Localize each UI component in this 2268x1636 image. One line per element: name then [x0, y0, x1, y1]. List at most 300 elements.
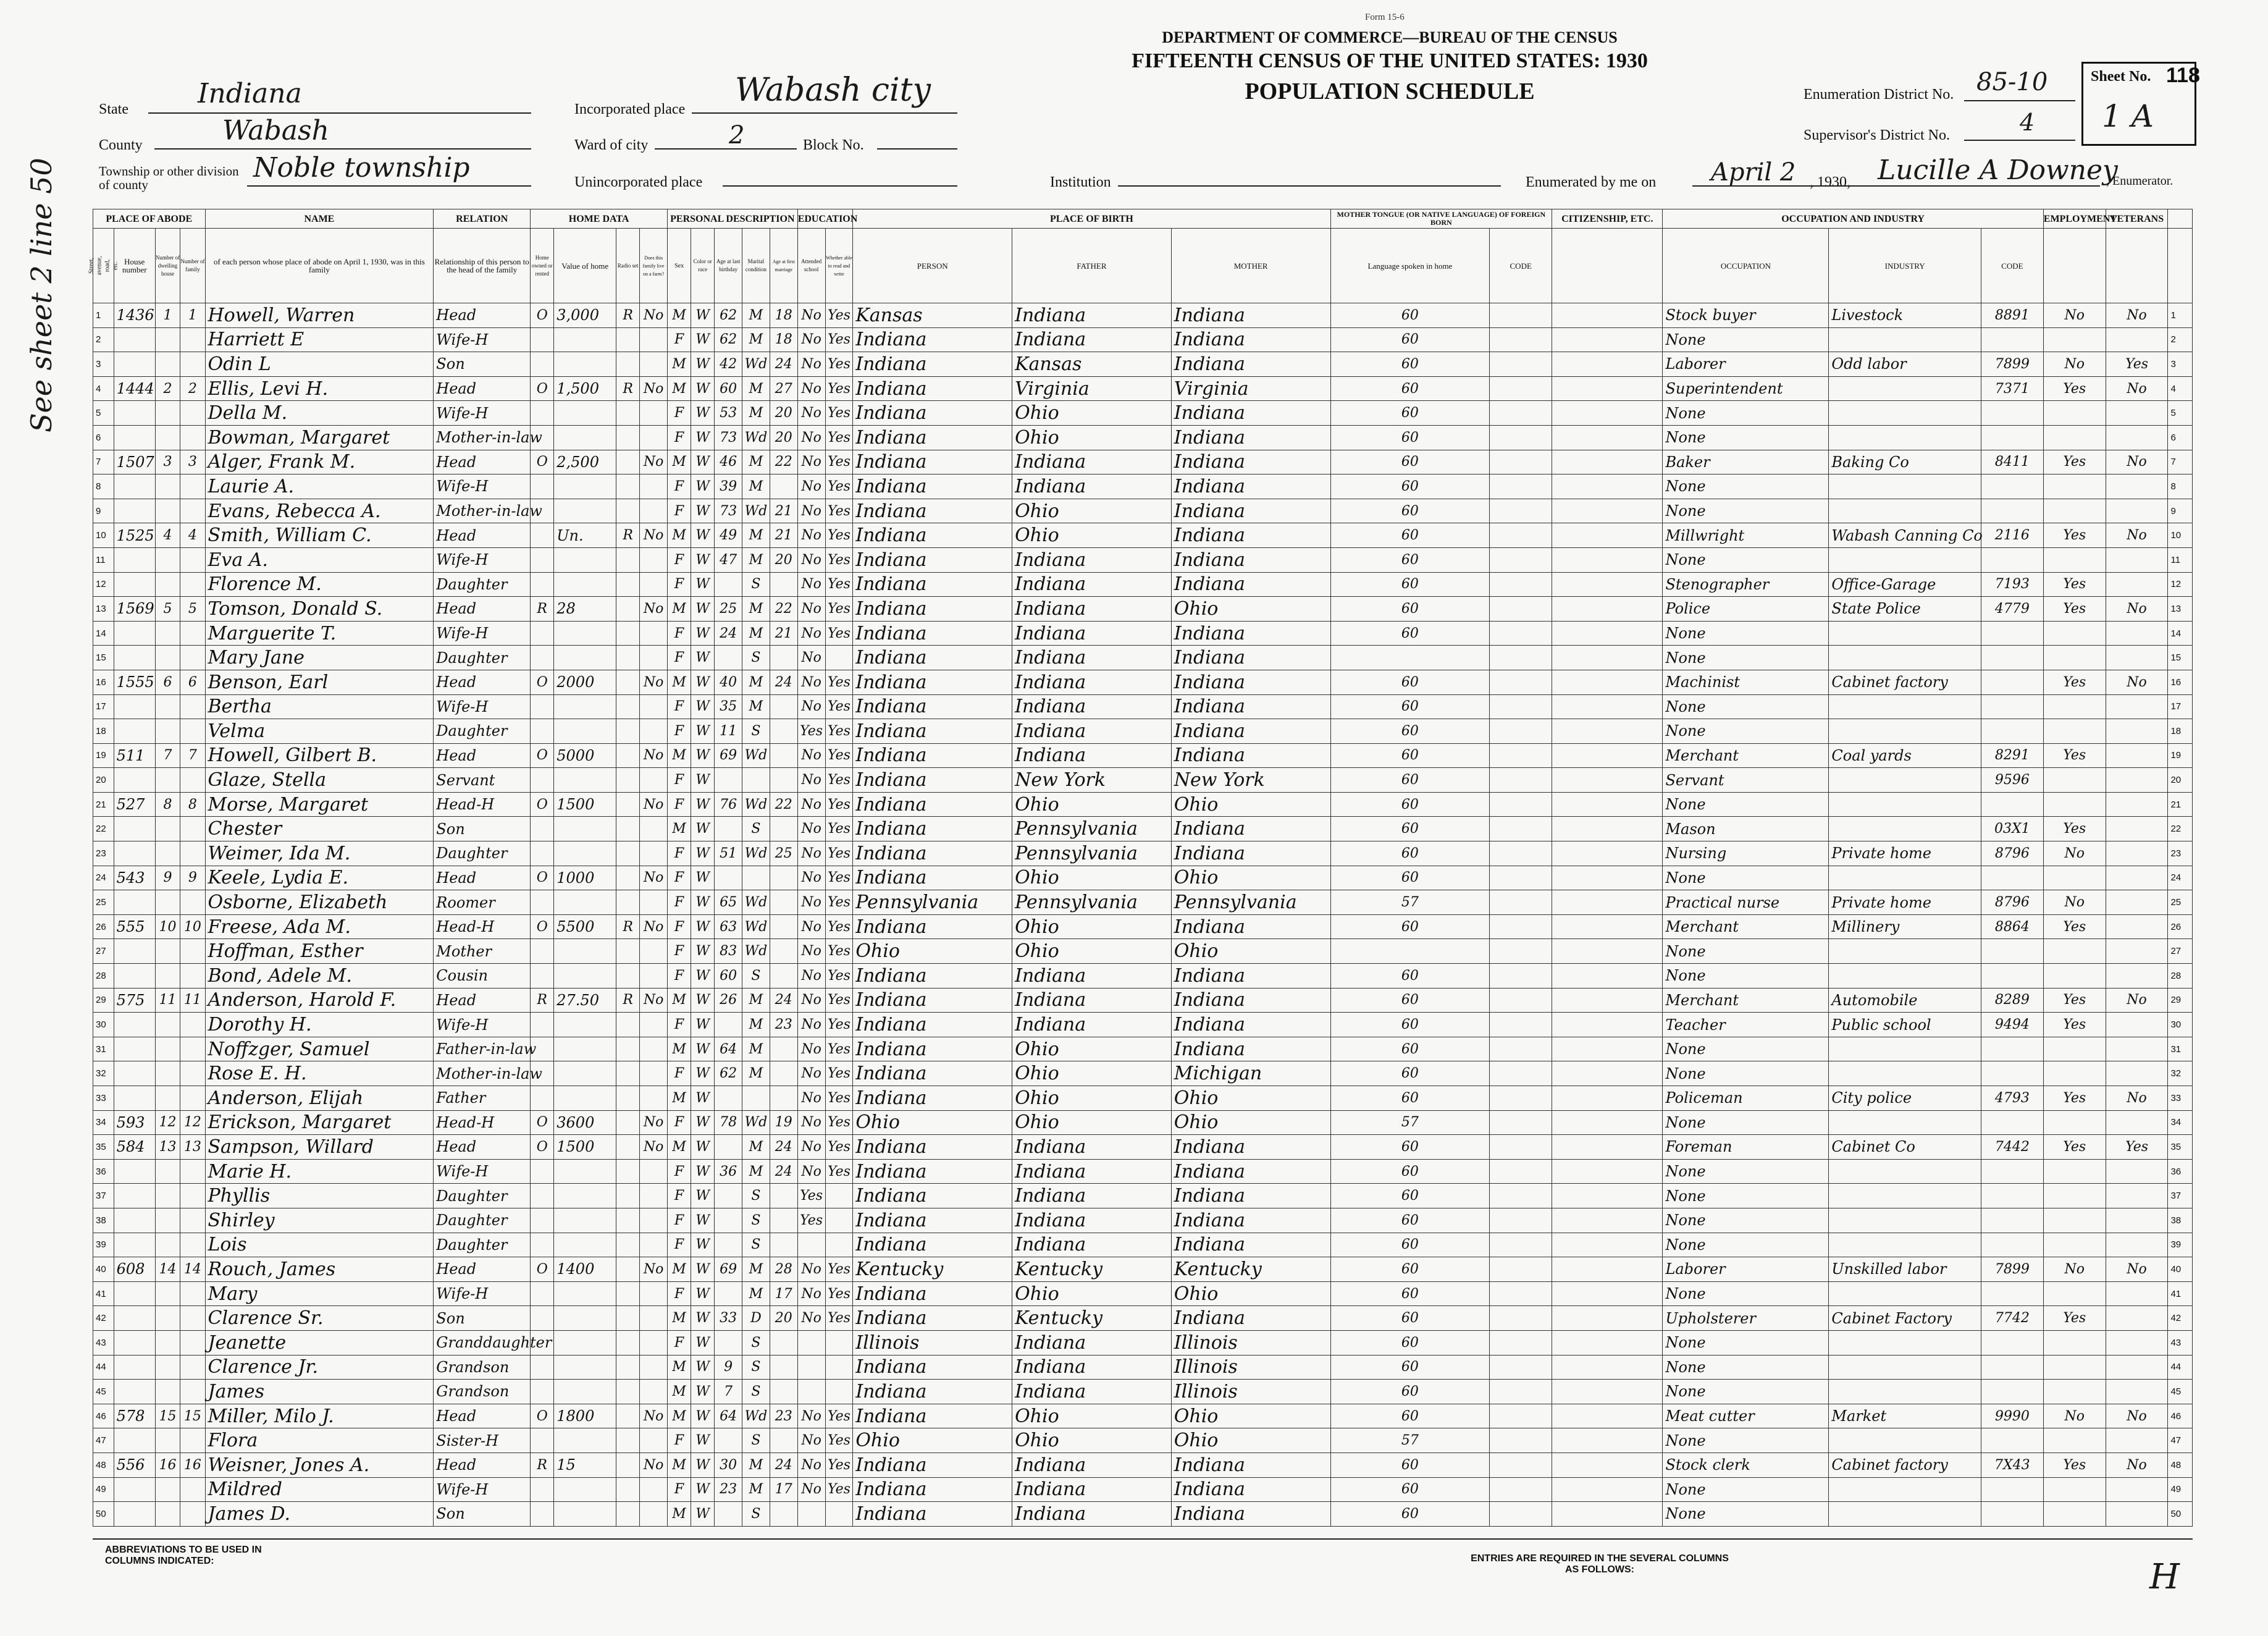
cell-name: Florence M.: [205, 572, 434, 597]
col-mother: MOTHER: [1171, 229, 1330, 303]
cell-house: [114, 1184, 155, 1208]
cell-lang: 57: [1330, 1110, 1490, 1135]
cell-rd: [825, 1233, 853, 1257]
cell-race: W: [691, 1502, 715, 1527]
cell-own: [531, 523, 554, 548]
cell-mar: S: [742, 719, 770, 744]
cell-ind: [1829, 1380, 1981, 1404]
cell-ind: [1829, 694, 1981, 719]
cell-sex: F: [668, 572, 691, 597]
cell-farm: [640, 646, 668, 670]
cell-house: [114, 1037, 155, 1061]
cell-am: 22: [770, 450, 797, 474]
cell-occ: Servant: [1663, 768, 1829, 793]
cell-dw: [155, 964, 180, 989]
group-personal: PERSONAL DESCRIPTION: [668, 209, 798, 229]
census-title: FIFTEENTH CENSUS OF THE UNITED STATES: 1930: [1132, 49, 1648, 72]
cell-house: [114, 719, 155, 744]
cell-age: 53: [715, 401, 742, 426]
cell-val: [554, 572, 616, 597]
cell-f: Ohio: [1012, 499, 1172, 523]
cell-house: 608: [114, 1257, 155, 1282]
cell-lang: 60: [1330, 817, 1490, 841]
cell-f: Ohio: [1012, 1037, 1172, 1061]
cell-name: Weisner, Jones A.: [205, 1453, 434, 1477]
cell-dw: 9: [155, 866, 180, 890]
cell-fam: [180, 474, 205, 499]
cell-farm: No: [640, 914, 668, 939]
cell-radio: [616, 743, 640, 768]
cell-mar: M: [742, 670, 770, 694]
cell-emp: Yes: [2043, 914, 2106, 939]
cell-sex: F: [668, 1428, 691, 1453]
col-read: Whether able to read and write: [825, 229, 853, 303]
cell-age: 83: [715, 939, 742, 964]
cell-f: Indiana: [1012, 1453, 1172, 1477]
unincorporated-label: Unincorporated place: [574, 174, 703, 190]
group-occupation: OCCUPATION AND INDUSTRY: [1663, 209, 2043, 229]
cell-rel: Head-H: [434, 914, 531, 939]
cell-code: [1981, 939, 2043, 964]
cell-am: [770, 1502, 797, 1527]
cell-mar: M: [742, 1281, 770, 1306]
cell-emp: [2043, 499, 2106, 523]
cell-ind: Private home: [1829, 841, 1981, 866]
line-number: 3: [93, 352, 114, 377]
cell-own: [531, 1208, 554, 1233]
cell-race: W: [691, 401, 715, 426]
cell-dw: [155, 1502, 180, 1527]
cell-name: Weimer, Ida M.: [205, 841, 434, 866]
cell-m: Ohio: [1171, 792, 1330, 817]
cell-emp: [2043, 425, 2106, 450]
cell-radio: [616, 1233, 640, 1257]
cell-code: 8291: [1981, 743, 2043, 768]
cell-rel: Head: [434, 597, 531, 622]
cell-mar: S: [742, 1233, 770, 1257]
line-number-right: 11: [2168, 547, 2193, 572]
cell-sch: No: [797, 841, 825, 866]
cell-occ: Laborer: [1663, 352, 1829, 377]
cell-own: [531, 327, 554, 352]
cell-radio: R: [616, 914, 640, 939]
cell-val: [554, 1061, 616, 1086]
cell-rd: Yes: [825, 1453, 853, 1477]
cell-p: Indiana: [853, 1281, 1012, 1306]
cell-name: Keele, Lydia E.: [205, 866, 434, 890]
cell-val: 1800: [554, 1404, 616, 1428]
line-number: 11: [93, 547, 114, 572]
cell-lang: 60: [1330, 327, 1490, 352]
cell-radio: [616, 572, 640, 597]
cell-fam: [180, 499, 205, 523]
line-number: 48: [93, 1453, 114, 1477]
cell-ind: [1829, 401, 1981, 426]
cell-am: 23: [770, 1013, 797, 1037]
col-school: Attended school: [797, 229, 825, 303]
cell-rd: [825, 1380, 853, 1404]
cell-rd: Yes: [825, 1159, 853, 1184]
table-row: [93, 1233, 2193, 1257]
cell-farm: [640, 1428, 668, 1453]
cell-val: [554, 817, 616, 841]
table-row: [93, 474, 2193, 499]
cell-vet: [2106, 1110, 2168, 1135]
group-birth: PLACE OF BIRTH: [853, 209, 1330, 229]
cell-emp: [2043, 474, 2106, 499]
cell-radio: [616, 352, 640, 377]
line-number: 9: [93, 499, 114, 523]
cell-fam: [180, 1380, 205, 1404]
cell-farm: No: [640, 1110, 668, 1135]
line-number-right: 6: [2168, 425, 2193, 450]
cell-own: [531, 621, 554, 646]
cell-race: W: [691, 1281, 715, 1306]
cell-radio: [616, 817, 640, 841]
cell-emp: No: [2043, 352, 2106, 377]
cell-name: Howell, Gilbert B.: [205, 743, 434, 768]
cell-race: W: [691, 988, 715, 1013]
cell-radio: [616, 1110, 640, 1135]
cell-lang: [1330, 646, 1490, 670]
cell-age: [715, 1502, 742, 1527]
cell-lang: 60: [1330, 450, 1490, 474]
cell-own: [531, 1281, 554, 1306]
cell-mar: S: [742, 817, 770, 841]
cell-mar: M: [742, 523, 770, 548]
cell-house: [114, 939, 155, 964]
cell-am: [770, 646, 797, 670]
cell-f: Indiana: [1012, 1135, 1172, 1160]
cell-lang: 60: [1330, 1355, 1490, 1380]
cell-m: Indiana: [1171, 1208, 1330, 1233]
cell-am: [770, 1428, 797, 1453]
line-number: 41: [93, 1281, 114, 1306]
cell-code: 7442: [1981, 1135, 2043, 1160]
cell-vet: [2106, 1306, 2168, 1331]
line-number-right: 26: [2168, 914, 2193, 939]
cell-race: W: [691, 1135, 715, 1160]
cell-race: W: [691, 1061, 715, 1086]
cell-rel: Daughter: [434, 1233, 531, 1257]
cell-val: [554, 646, 616, 670]
cell-dw: [155, 1380, 180, 1404]
cell-fam: [180, 719, 205, 744]
cell-rel: Head: [434, 866, 531, 890]
cell-rel: Head-H: [434, 792, 531, 817]
cell-emp: Yes: [2043, 1013, 2106, 1037]
cell-p: Illinois: [853, 1330, 1012, 1355]
cell-ind: [1829, 964, 1981, 989]
cell-own: [531, 719, 554, 744]
cell-sch: No: [797, 621, 825, 646]
cell-dw: 16: [155, 1453, 180, 1477]
group-veterans: VETERANS: [2106, 209, 2168, 229]
cell-mar: M: [742, 1135, 770, 1160]
cell-name: James D.: [205, 1502, 434, 1527]
line-number-right: 13: [2168, 597, 2193, 622]
cell-dw: 4: [155, 523, 180, 548]
cell-rd: [825, 1208, 853, 1233]
cell-name: Phyllis: [205, 1184, 434, 1208]
cell-emp: Yes: [2043, 743, 2106, 768]
cell-occ: Meat cutter: [1663, 1404, 1829, 1428]
enumerator-label: , Enumerator.: [2106, 174, 2174, 188]
schedule-title: POPULATION SCHEDULE: [1245, 78, 1535, 104]
cell-race: W: [691, 474, 715, 499]
cell-rel: Wife-H: [434, 1013, 531, 1037]
cell-rd: [825, 1355, 853, 1380]
enumerated-year: , 1930,: [1810, 174, 1850, 190]
cell-sch: No: [797, 450, 825, 474]
cell-p: Indiana: [853, 1184, 1012, 1208]
cell-am: [770, 1086, 797, 1111]
cell-am: 20: [770, 425, 797, 450]
cell-house: [114, 768, 155, 793]
cell-ind: [1829, 474, 1981, 499]
line-number: 5: [93, 401, 114, 426]
cell-occ: Policeman: [1663, 1086, 1829, 1111]
cell-sex: M: [668, 988, 691, 1013]
cell-lang: 60: [1330, 1477, 1490, 1502]
cell-name: Flora: [205, 1428, 434, 1453]
table-row: [93, 743, 2193, 768]
cell-radio: [616, 694, 640, 719]
cell-vet: [2106, 1477, 2168, 1502]
cell-val: [554, 964, 616, 989]
state-label: State: [99, 101, 128, 117]
cell-race: W: [691, 1184, 715, 1208]
cell-radio: R: [616, 303, 640, 328]
cell-rel: Head: [434, 1453, 531, 1477]
cell-m: Indiana: [1171, 1306, 1330, 1331]
cell-mar: M: [742, 694, 770, 719]
cell-farm: [640, 1330, 668, 1355]
cell-am: [770, 694, 797, 719]
cell-mar: Wd: [742, 792, 770, 817]
cell-lang: 60: [1330, 303, 1490, 328]
table-row: [93, 1257, 2193, 1282]
cell-fam: [180, 425, 205, 450]
cell-vet: [2106, 792, 2168, 817]
cell-ind: [1829, 1159, 1981, 1184]
cell-mar: Wd: [742, 841, 770, 866]
cell-farm: [640, 327, 668, 352]
cell-sex: F: [668, 621, 691, 646]
cell-lang: 60: [1330, 964, 1490, 989]
col-name: of each person whose place of abode on April 1, 1930, was in this family: [205, 229, 434, 303]
cell-rd: Yes: [825, 401, 853, 426]
cell-own: [531, 1380, 554, 1404]
cell-farm: [640, 1208, 668, 1233]
cell-sch: No: [797, 327, 825, 352]
cell-occ: Foreman: [1663, 1135, 1829, 1160]
cell-emp: [2043, 939, 2106, 964]
cell-p: Indiana: [853, 1013, 1012, 1037]
cell-vet: No: [2106, 1257, 2168, 1282]
line-number-right: 5: [2168, 401, 2193, 426]
cell-lang: 60: [1330, 597, 1490, 622]
cell-own: [531, 1355, 554, 1380]
cell-fam: [180, 547, 205, 572]
cell-code: [1981, 1110, 2043, 1135]
cell-occ: None: [1663, 1477, 1829, 1502]
cell-age: 47: [715, 547, 742, 572]
cell-age: [715, 1135, 742, 1160]
cell-radio: [616, 1184, 640, 1208]
col-citizenship: [1552, 229, 1663, 303]
cell-code: 8289: [1981, 988, 2043, 1013]
line-number: 33: [93, 1086, 114, 1111]
cell-rd: Yes: [825, 1086, 853, 1111]
cell-fam: [180, 352, 205, 377]
cell-mar: M: [742, 1477, 770, 1502]
cell-occ: None: [1663, 1184, 1829, 1208]
cell-fam: [180, 1355, 205, 1380]
line-number: 22: [93, 817, 114, 841]
table-row: [93, 670, 2193, 694]
cell-dw: 3: [155, 450, 180, 474]
cell-f: Indiana: [1012, 1355, 1172, 1380]
cell-sch: No: [797, 890, 825, 915]
cell-mar: Wd: [742, 743, 770, 768]
cell-f: Ohio: [1012, 792, 1172, 817]
cell-own: [531, 1159, 554, 1184]
cell-rd: Yes: [825, 841, 853, 866]
cell-fam: [180, 1281, 205, 1306]
cell-occ: None: [1663, 866, 1829, 890]
cell-f: Ohio: [1012, 1110, 1172, 1135]
cell-p: Indiana: [853, 1380, 1012, 1404]
cell-f: Ohio: [1012, 1428, 1172, 1453]
cell-m: Pennsylvania: [1171, 890, 1330, 915]
line-number: 39: [93, 1233, 114, 1257]
cell-lang: 60: [1330, 425, 1490, 450]
cell-sch: No: [797, 1037, 825, 1061]
cell-fam: [180, 1037, 205, 1061]
cell-radio: [616, 1061, 640, 1086]
cell-farm: No: [640, 597, 668, 622]
cell-sex: F: [668, 866, 691, 890]
cell-am: 24: [770, 352, 797, 377]
line-number: 19: [93, 743, 114, 768]
cell-house: 1525: [114, 523, 155, 548]
cell-mar: M: [742, 988, 770, 1013]
cell-mar: S: [742, 964, 770, 989]
cell-sex: M: [668, 303, 691, 328]
cell-age: 73: [715, 425, 742, 450]
cell-house: 1444: [114, 376, 155, 401]
line-number-right: 3: [2168, 352, 2193, 377]
cell-rd: Yes: [825, 572, 853, 597]
cell-ind: [1829, 866, 1981, 890]
line-number-right: 48: [2168, 1453, 2193, 1477]
cell-ind: [1829, 1428, 1981, 1453]
county-label: County: [99, 137, 143, 153]
cell-fam: [180, 327, 205, 352]
cell-lang: 60: [1330, 914, 1490, 939]
group-tongue: MOTHER TONGUE (OR NATIVE LANGUAGE) OF FOREIGN BORN: [1330, 209, 1552, 229]
line-number: 40: [93, 1257, 114, 1282]
cell-dw: [155, 1233, 180, 1257]
cell-rd: Yes: [825, 1013, 853, 1037]
line-number-right: 12: [2168, 572, 2193, 597]
cell-am: [770, 866, 797, 890]
cell-house: 511: [114, 743, 155, 768]
cell-code: 8796: [1981, 890, 2043, 915]
cell-emp: [2043, 327, 2106, 352]
col-owned: Home owned or rented: [531, 229, 554, 303]
sheet-stamp: 118: [2166, 64, 2200, 87]
cell-sch: [797, 1233, 825, 1257]
cell-radio: [616, 1306, 640, 1331]
cell-own: O: [531, 866, 554, 890]
cell-code: [1981, 964, 2043, 989]
cell-sex: F: [668, 964, 691, 989]
cell-sch: No: [797, 572, 825, 597]
cell-mar: S: [742, 572, 770, 597]
cell-house: 1555: [114, 670, 155, 694]
cell-fam: [180, 1086, 205, 1111]
cell-p: Indiana: [853, 1404, 1012, 1428]
cell-radio: [616, 547, 640, 572]
col-industry: INDUSTRY: [1829, 229, 1981, 303]
cell-vet: [2106, 1428, 2168, 1453]
cell-val: [554, 401, 616, 426]
line-number: 38: [93, 1208, 114, 1233]
cell-dw: 14: [155, 1257, 180, 1282]
cell-ind: Livestock: [1829, 303, 1981, 328]
cell-am: 24: [770, 670, 797, 694]
cell-own: O: [531, 303, 554, 328]
cell-radio: [616, 890, 640, 915]
cell-code: 7899: [1981, 1257, 2043, 1282]
cell-age: 30: [715, 1453, 742, 1477]
cell-am: [770, 1184, 797, 1208]
cell-race: W: [691, 1208, 715, 1233]
sheet-number-box: [2081, 62, 2200, 146]
table-row: [93, 450, 2193, 474]
cell-lang: 60: [1330, 694, 1490, 719]
cell-farm: [640, 719, 668, 744]
cell-f: Indiana: [1012, 572, 1172, 597]
cell-radio: [616, 474, 640, 499]
cell-m: Indiana: [1171, 1233, 1330, 1257]
cell-radio: [616, 792, 640, 817]
cell-emp: Yes: [2043, 1453, 2106, 1477]
cell-emp: [2043, 1355, 2106, 1380]
cell-am: 17: [770, 1281, 797, 1306]
cell-sch: No: [797, 1453, 825, 1477]
cell-rd: Yes: [825, 866, 853, 890]
line-number: 1: [93, 303, 114, 328]
abbreviations-title: ABBREVIATIONS TO BE USED IN COLUMNS INDICATED:: [105, 1545, 262, 1566]
cell-sex: M: [668, 1135, 691, 1160]
cell-val: [554, 1184, 616, 1208]
cell-ind: Cabinet Factory: [1829, 1306, 1981, 1331]
supervisor-line: [1964, 140, 2075, 141]
cell-ind: [1829, 1330, 1981, 1355]
cell-val: [554, 1355, 616, 1380]
cell-house: 584: [114, 1135, 155, 1160]
cell-mar: M: [742, 474, 770, 499]
cell-ind: [1829, 1208, 1981, 1233]
cell-val: [554, 719, 616, 744]
cell-own: O: [531, 1135, 554, 1160]
cell-m: Indiana: [1171, 1502, 1330, 1527]
cell-p: Indiana: [853, 866, 1012, 890]
cell-fam: 11: [180, 988, 205, 1013]
